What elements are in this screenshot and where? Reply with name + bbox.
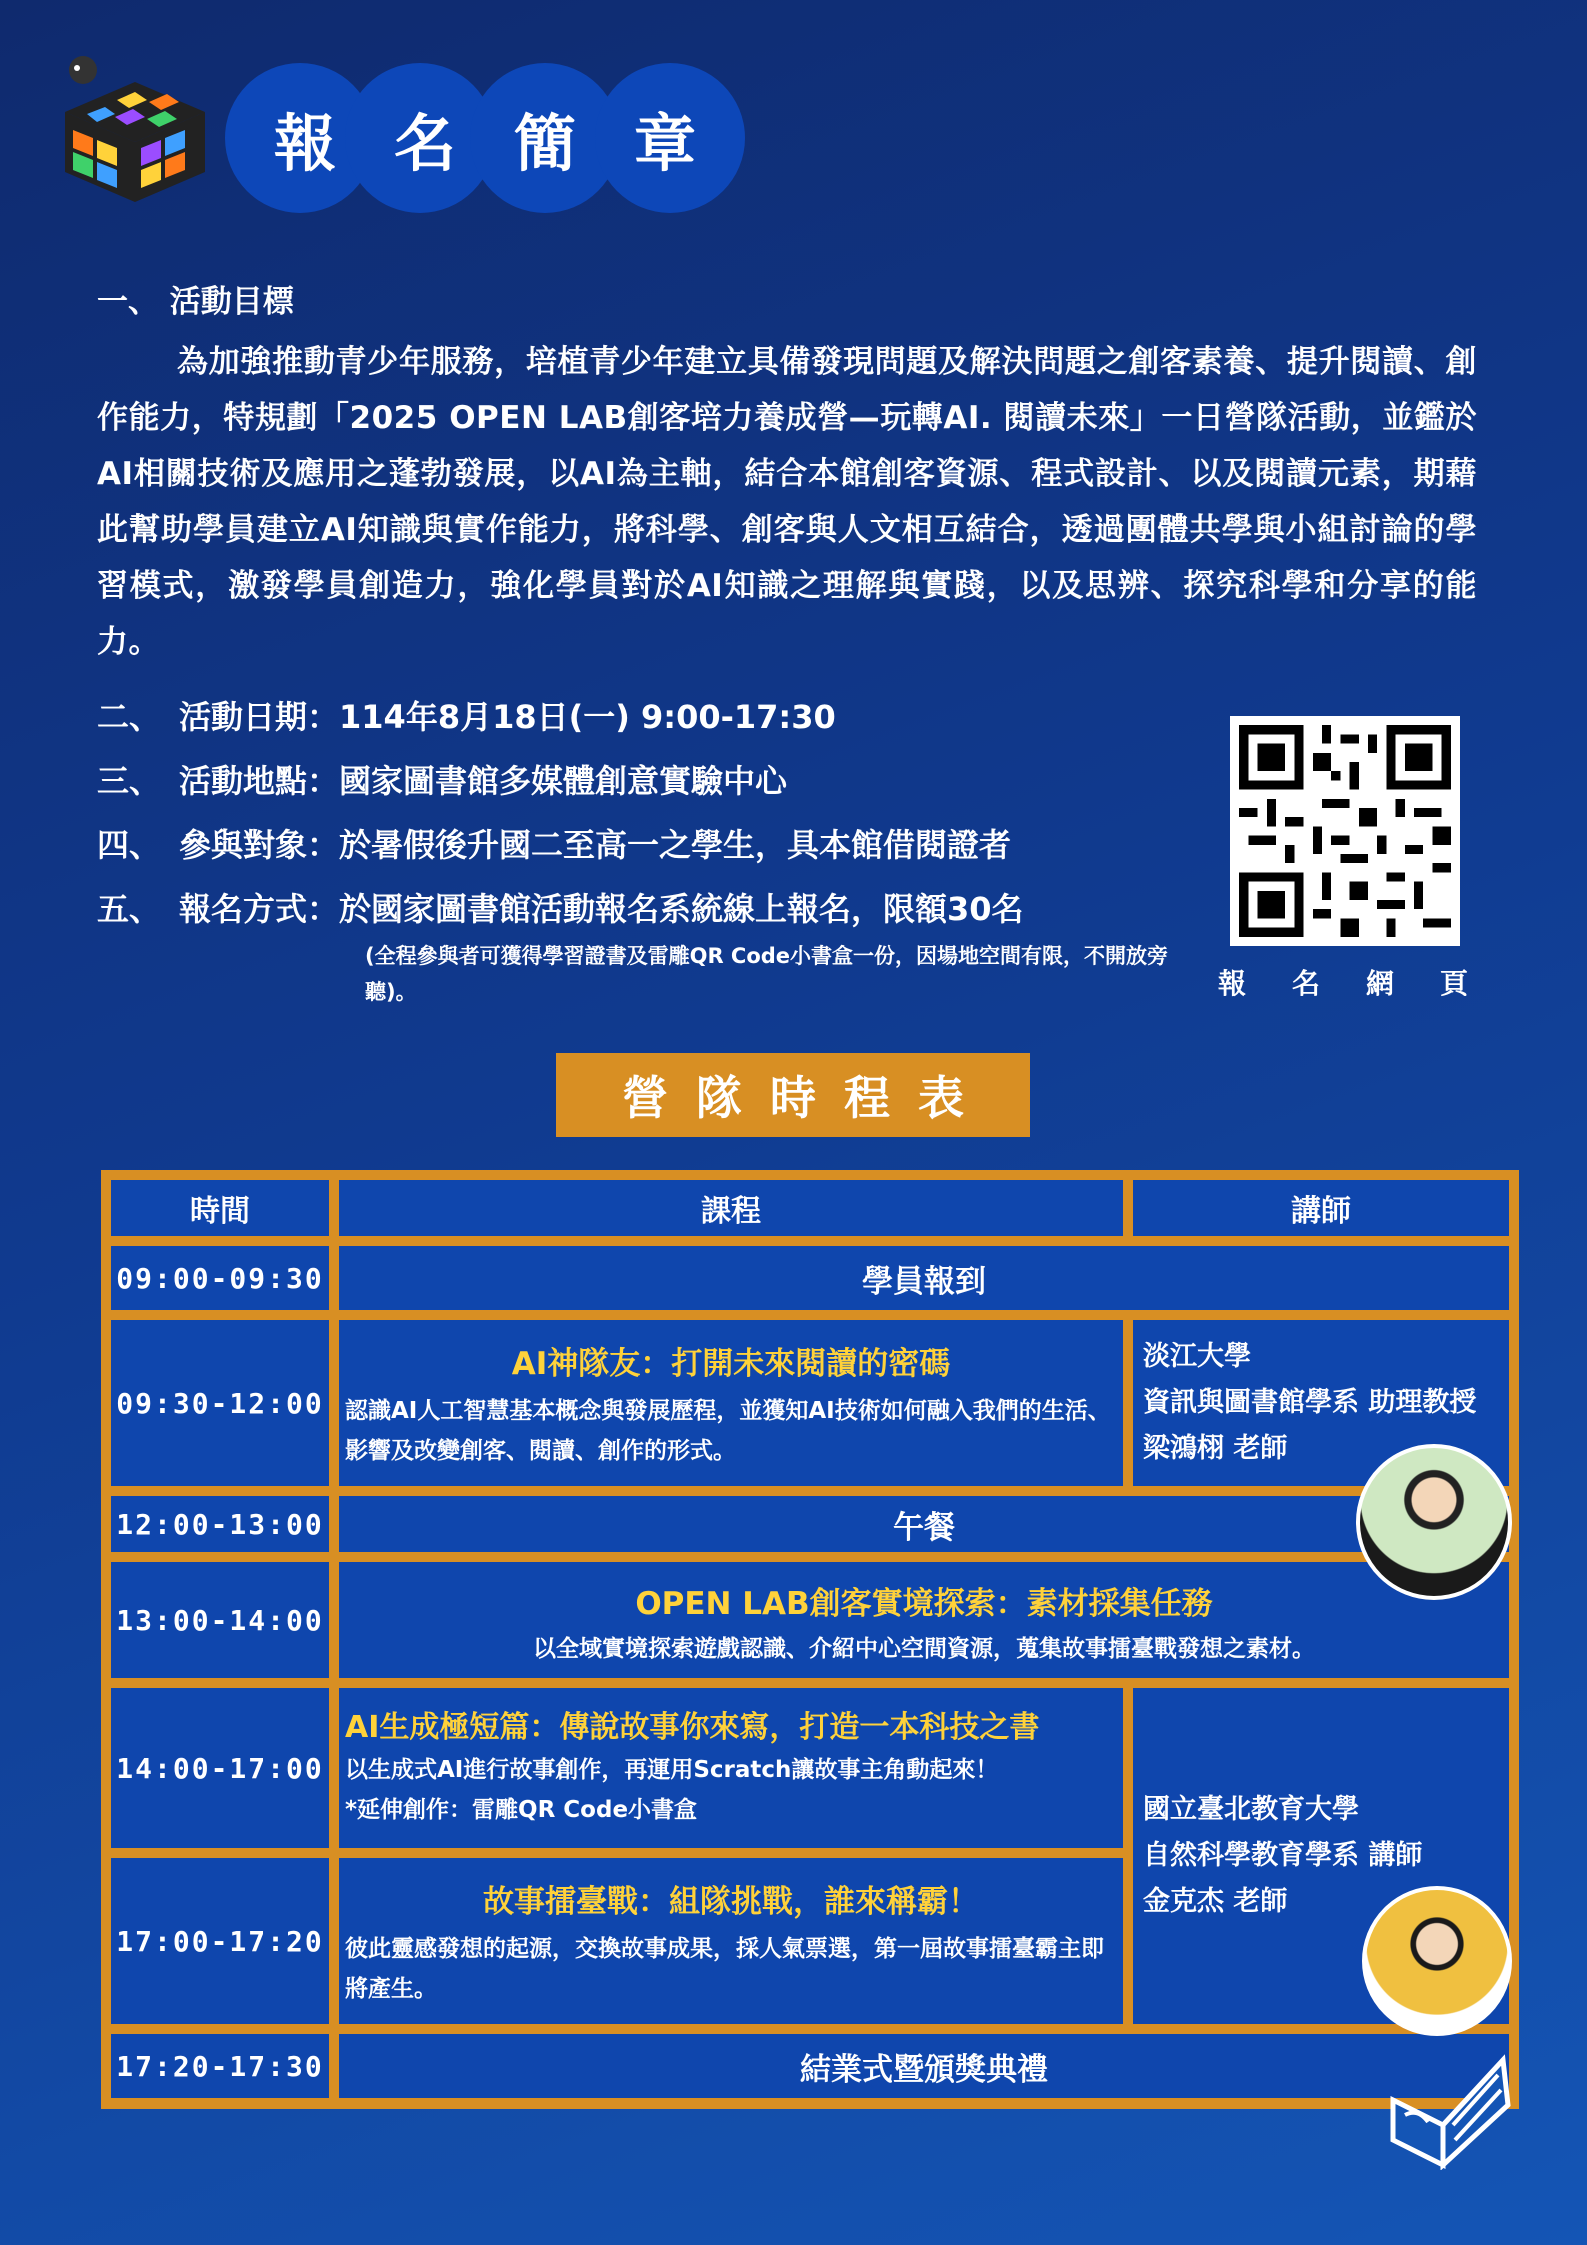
row-activity: 學員報到: [339, 1246, 1509, 1310]
qr-caption-char: 網: [1365, 967, 1394, 1000]
info-registration: [97, 884, 1024, 930]
info-number: 三、: [97, 762, 162, 800]
row-time: 09:30-12:00: [111, 1320, 329, 1486]
info-key: 報名方式：: [179, 890, 340, 928]
course-extension: *延伸創作：雷雕QR Code小書盒: [345, 1797, 698, 1823]
info-number: 二、: [97, 698, 162, 736]
registration-note: (全程參與者可獲得學習證書及雷雕QR Code小書盒一份，因場地空間有限，不開放旁聽)。: [365, 944, 1169, 1004]
info-key: 活動地點：: [179, 762, 340, 800]
qr-code-icon[interactable]: [1230, 716, 1460, 946]
teacher-dept: 資訊與圖書館學系 助理教授: [1143, 1387, 1477, 1418]
row-time: 17:20-17:30: [111, 2034, 329, 2098]
row-time: 14:00-17:00: [111, 1688, 329, 1848]
course-title: OPEN LAB創客實境探索：素材採集任務: [635, 1586, 1213, 1622]
qr-caption-char: 名: [1291, 967, 1320, 1000]
qr-caption-char: 頁: [1439, 967, 1468, 1000]
info-key: 參與對象：: [179, 826, 340, 864]
title-char: 報: [273, 106, 336, 180]
info-number: 五、: [97, 890, 162, 928]
rubiks-cube-mascot-icon: [55, 52, 215, 202]
info-number: 四、: [97, 826, 162, 864]
row-time: 13:00-14:00: [111, 1562, 329, 1678]
qr-caption-char: 報: [1218, 967, 1247, 1000]
row-course: [339, 1562, 1509, 1678]
row-time: 17:00-17:20: [111, 1858, 329, 2024]
course-title: 故事擂臺戰：組隊挑戰，誰來稱霸！: [483, 1884, 979, 1920]
title-char: 名: [393, 106, 456, 180]
teacher-name: 金克杰 老師: [1143, 1886, 1288, 1917]
course-description: 彼此靈感發想的起源，交換故事成果，採人氣票選，第一屆故事擂臺霸主即將產生。: [345, 1936, 1104, 2002]
course-title: AI生成極短篇：傳說故事你來寫，打造一本科技之書: [345, 1710, 1040, 1745]
row-course: [339, 1688, 1123, 1848]
info-location: [97, 756, 787, 802]
row-course: [339, 1320, 1123, 1486]
teacher-school: 淡江大學: [1143, 1341, 1251, 1372]
row-activity: 午餐: [339, 1496, 1509, 1552]
teacher-photo-1: [1356, 1444, 1512, 1600]
teacher-school: 國立臺北教育大學: [1143, 1794, 1359, 1825]
info-value: 於國家圖書館活動報名系統線上報名，限額30名: [339, 890, 1024, 928]
title-char: 簡: [513, 106, 576, 180]
header-time: 時間: [111, 1180, 329, 1236]
course-description: 以生成式AI進行故事創作，再運用Scratch讓故事主角動起來！: [345, 1757, 999, 1783]
row-time: 12:00-13:00: [111, 1496, 329, 1552]
teacher-dept: 自然科學教育學系 講師: [1143, 1840, 1423, 1871]
course-description: 認識AI人工智慧基本概念與發展歷程，並獲知AI技術如何融入我們的生活、影響及改變創客、閱讀、創作的形式。: [345, 1398, 1111, 1464]
info-value: 於暑假後升國二至高一之學生，具本館借閱證者: [339, 826, 1012, 864]
qr-caption: [1218, 962, 1468, 1002]
header-course: 課程: [339, 1180, 1123, 1236]
teacher-name: 梁鴻栩 老師: [1143, 1433, 1288, 1464]
info-value: 114年8月18日(一) 9:00-17:30: [339, 698, 836, 736]
open-book-icon: [1383, 2030, 1523, 2170]
row-activity: 結業式暨頒獎典禮: [339, 2034, 1509, 2098]
section-heading-goal: 一、 活動目標: [97, 284, 294, 320]
schedule-table: [101, 1170, 1519, 2109]
teacher-photo-2: [1362, 1886, 1512, 2036]
info-date: [97, 692, 836, 738]
row-course: [339, 1858, 1123, 2024]
course-title: AI神隊友：打開未來閱讀的密碼: [511, 1346, 951, 1382]
row-time: 09:00-09:30: [111, 1246, 329, 1310]
header-teacher: 講師: [1133, 1180, 1509, 1236]
info-audience: [97, 820, 1011, 866]
course-description: 以全域實境探索遊戲認識、介紹中心空間資源，蒐集故事擂臺戰發想之素材。: [533, 1636, 1315, 1662]
schedule-title: 營隊時程表: [556, 1053, 1030, 1137]
page-title: [225, 63, 745, 213]
info-key: 活動日期：: [179, 698, 340, 736]
info-value: 國家圖書館多媒體創意實驗中心: [339, 762, 788, 800]
title-char: 章: [633, 106, 696, 180]
goal-paragraph: 為加強推動青少年服務，培植青少年建立具備發現問題及解決問題之創客素養、提升閱讀、創作能力，特規劃「2025 OPEN LAB創客培力養成營—玩轉AI. 閱讀未來」一日營隊活動，並鑑於AI相關技術及應用之蓬勃發展，以AI為主軸，結合本館創客資源、程式設計、以及閱讀元素，期藉此幫助學員建立AI知識與實作能力，將科學、創客與人文相互結合，透過團體共學與小組討論的學習模式，激發學員創造力，強化學員對於AI知識之理解與實踐，以及思辨、探究科學和分享的能力。: [97, 344, 1477, 660]
